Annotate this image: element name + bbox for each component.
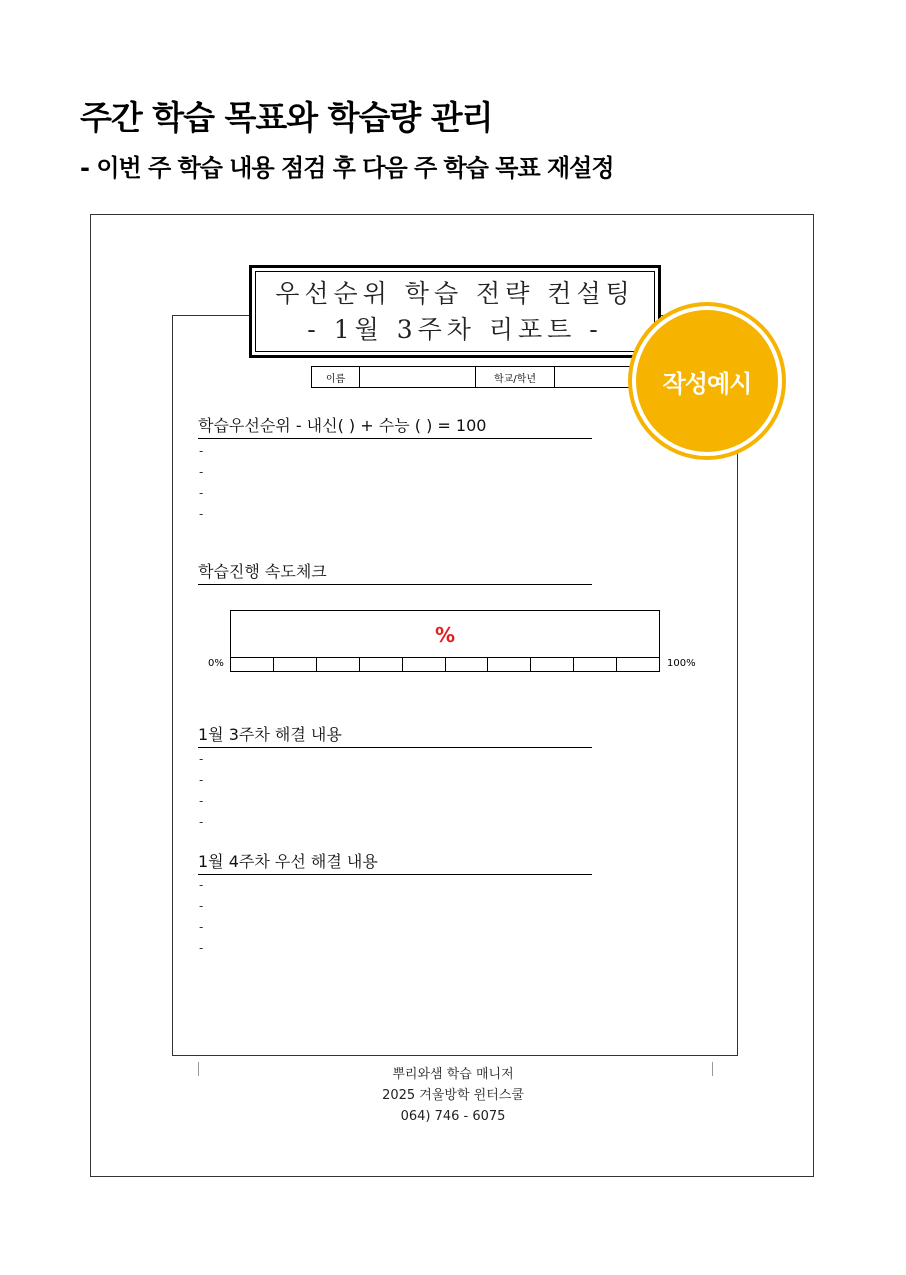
- progress-bar: [230, 610, 660, 672]
- student-info-table: [311, 366, 633, 388]
- school-grade-label: 학교/학년: [476, 367, 555, 387]
- name-label: 이름: [312, 367, 360, 387]
- school-grade-field[interactable]: [555, 367, 632, 387]
- section-week4-title: 1월 4주차 우선 해결 내용: [198, 851, 592, 875]
- week3-item-3: -: [199, 794, 204, 808]
- name-field[interactable]: [360, 367, 476, 387]
- week3-item-1: -: [199, 752, 204, 766]
- priority-item-4: -: [199, 507, 204, 521]
- page-subtitle: - 이번 주 학습 내용 점검 후 다음 주 학습 목표 재설정: [80, 154, 614, 182]
- section-priority-title: 학습우선순위 - 내신( ) + 수능 ( ) = 100: [198, 415, 592, 439]
- week4-item-3: -: [199, 920, 204, 934]
- progress-scale: [231, 657, 659, 671]
- crop-mark-right: [712, 1062, 727, 1076]
- priority-item-3: -: [199, 486, 204, 500]
- section-week3-title: 1월 3주차 해결 내용: [198, 724, 592, 748]
- example-stamp: 작성예시: [632, 306, 782, 456]
- week3-item-4: -: [199, 815, 204, 829]
- section-progress-title: 학습진행 속도체크: [198, 561, 592, 585]
- priority-item-2: -: [199, 465, 204, 479]
- footer-manager: 뿌리와샘 학습 매니저: [392, 1067, 514, 1082]
- week4-item-1: -: [199, 878, 204, 892]
- report-subtitle: - 1월 3주차 리포트 -: [307, 314, 603, 344]
- progress-max-label: 100%: [667, 658, 696, 669]
- crop-mark-left: [184, 1062, 199, 1076]
- report-title-box: [249, 265, 661, 358]
- priority-item-1: -: [199, 444, 204, 458]
- page-title: 주간 학습 목표와 학습량 관리: [80, 98, 493, 137]
- progress-percent: %: [434, 623, 456, 647]
- footer-phone: 064) 746 - 6075: [400, 1109, 506, 1124]
- footer-program: 2025 겨울방학 윈터스쿨: [382, 1088, 524, 1103]
- report-title: 우선순위 학습 전략 컨설팅: [275, 278, 635, 308]
- week4-item-2: -: [199, 899, 204, 913]
- week4-item-4: -: [199, 941, 204, 955]
- progress-min-label: 0%: [208, 658, 224, 669]
- footer: [300, 1064, 606, 1127]
- week3-item-2: -: [199, 773, 204, 787]
